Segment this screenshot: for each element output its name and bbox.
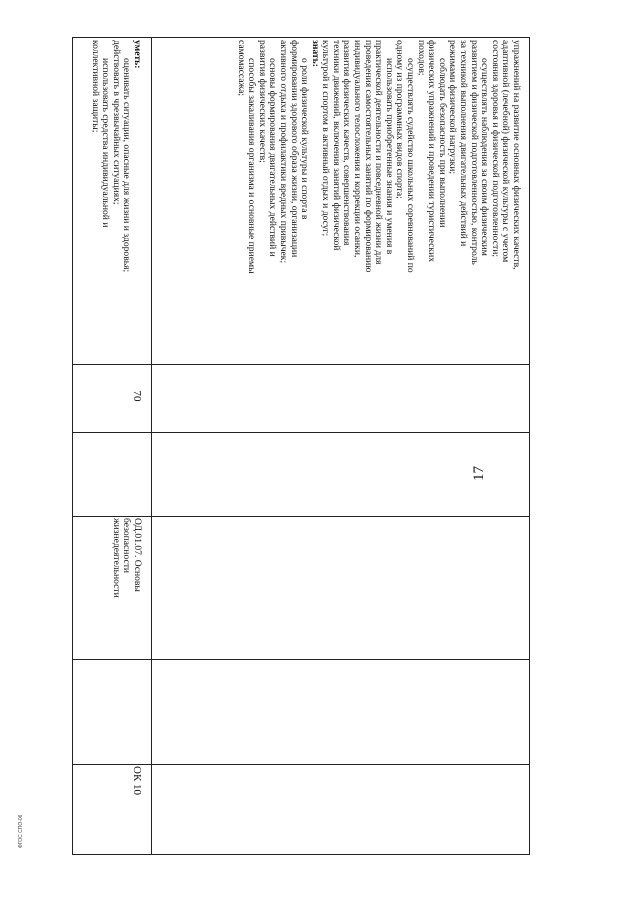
text-line: одному из программных видов спорта; — [394, 40, 406, 199]
page-number: 17 — [471, 466, 487, 481]
text-line: коллективной защиты; — [89, 40, 101, 133]
text-line: формировании здорового образа жизни, организации — [288, 40, 300, 258]
footer-code: ФГОС СПО-06 — [18, 814, 24, 848]
text-line: развитием и физической подготовленностью, контроль — [468, 40, 480, 265]
requirements-cell-pe — [235, 40, 521, 362]
requirements-cell-safety — [89, 40, 142, 362]
text-line: действовать в чрезвычайных ситуациях; — [110, 40, 122, 205]
text-line: упражнений на развитие основных физических качеств, — [511, 40, 522, 270]
row-divider — [151, 38, 152, 854]
discipline-cell — [110, 518, 142, 654]
standards-table — [72, 37, 530, 855]
text-line: развития физических качеств, совершенствования — [341, 40, 353, 246]
hours-cell: 70 — [131, 390, 143, 402]
text-line: режимами физической нагрузки; — [447, 40, 459, 175]
text-line: оценивать ситуации, опасные для жизни и здоровья; — [121, 58, 133, 273]
text-line: за техникой выполнения двигательных действий и — [458, 40, 470, 247]
col-divider-2 — [73, 432, 529, 433]
section-heading: уметь: — [132, 40, 143, 69]
text-line: способы закаливания организма и основные приемы — [246, 58, 258, 274]
text-line: соблюдать безопасность при выполнении — [436, 58, 448, 228]
text-line: физических упражнений и проведении туристических — [426, 40, 438, 263]
text-line: практической деятельности и повседневной жизни для — [373, 40, 385, 265]
text-line: о роли физической культуры и спорта в — [299, 58, 311, 220]
col-divider-3 — [73, 516, 529, 517]
text-line: культурой и спортом в активный отдых и досуг; — [320, 40, 332, 237]
text-line: использовать приобретенные знания и умения в — [383, 58, 395, 255]
col-divider-5 — [73, 764, 529, 765]
text-line: основы формирования двигательных действий и — [267, 58, 279, 257]
col-divider-4 — [73, 659, 529, 660]
text-line: самомассажа; — [235, 40, 247, 97]
text-line: походов; — [415, 40, 427, 76]
section-heading: знать: — [309, 40, 321, 67]
text-line: проведения самостоятельных занятий по формированию — [362, 40, 374, 273]
discipline-line: жизнедеятельности — [110, 518, 122, 598]
text-line: адаптивной (лечебной) физической культуры с учетом — [500, 40, 512, 263]
text-line: состояния здоровья и физической подготовленности; — [489, 40, 501, 257]
text-line: использовать средства индивидуальной и — [100, 58, 112, 228]
text-line: активного отдыха и профилактики вредных привычек; — [277, 40, 289, 264]
text-line: осуществлять судейство школьных соревнований по — [405, 58, 417, 273]
competence-cell: ОК 10 — [131, 766, 143, 796]
text-line: индивидуального телосложения и коррекции осанки, — [352, 40, 364, 258]
text-line: осуществлять наблюдения за своим физическим — [479, 58, 491, 256]
discipline-line: ОД.01.07. Основы — [132, 518, 143, 592]
text-line: развития физических качеств; — [256, 40, 268, 163]
text-line: техники движений, включения занятий физической — [330, 40, 342, 251]
discipline-line: безопасности — [121, 518, 133, 574]
